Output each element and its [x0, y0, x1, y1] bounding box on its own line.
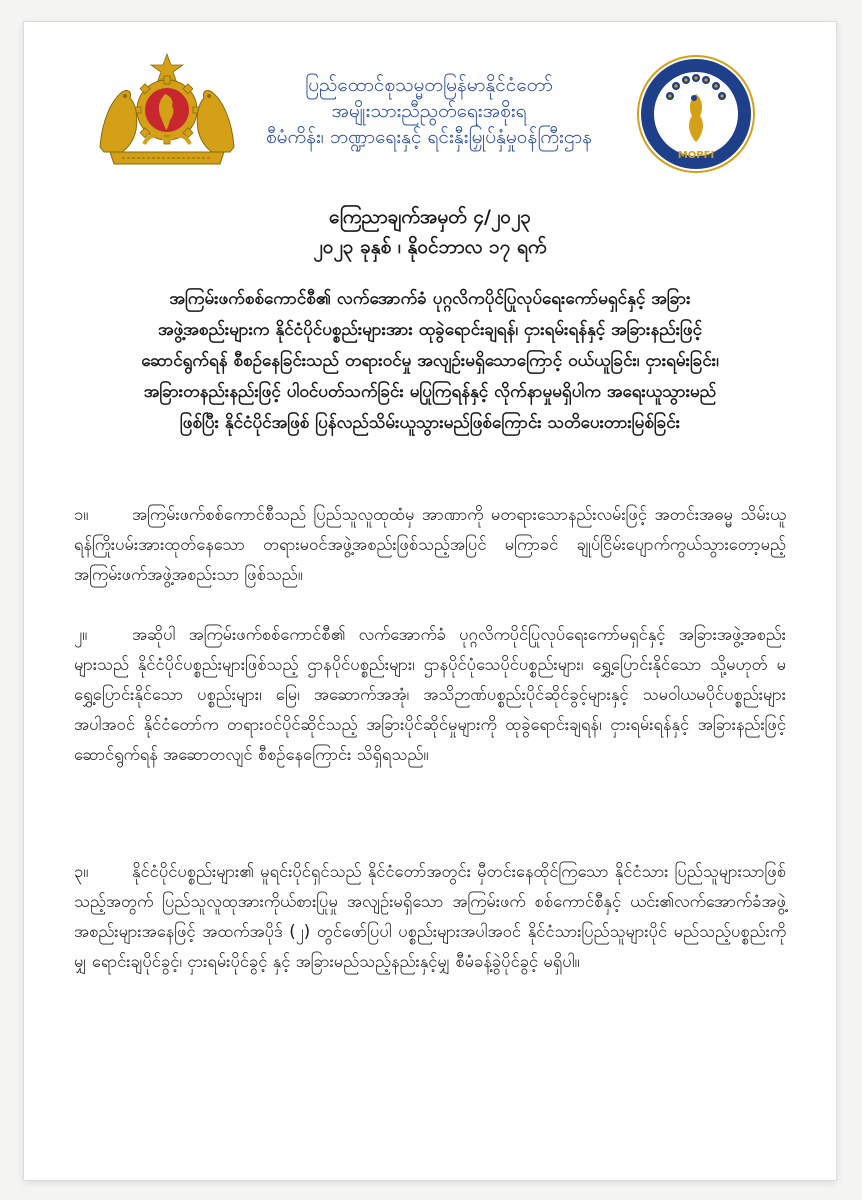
title-line-1: အကြမ်းဖက်စစ်ကောင်စီ၏ လက်အောက်ခံ ပုဂ္ဂလိကပိုင်ပြုလုပ်ရေးကော်မရှင်နှင့် အခြား — [169, 289, 691, 309]
ministry-line-3: စီမံကိန်း၊ ဘဏ္ဍာရေးနှင့် ရင်းနှီးမြှုပ်နှံမှုဝန်ကြီးဌာန — [265, 126, 593, 148]
ministry-heading — [234, 72, 624, 150]
paragraph-2-number: ၂။ — [74, 625, 88, 644]
notice-block — [24, 202, 836, 262]
paragraph-1-number: ၁။ — [74, 505, 89, 524]
letterhead — [24, 22, 836, 172]
paragraph-1-text: အကြမ်းဖက်စစ်ကောင်စီသည် ပြည်သူလူထုထံမှ အာဏာကို မတရားသောနည်းလမ်းဖြင့် အတင်းအဓမ္မ သိမ်းယူရန်ကြိုးပမ်းအားထုတ်နေသော တရားမဝင်အဖွဲ့အစည်းဖြစ်သည့်အပြင် မကြာခင် ချုပ်ငြိမ်းပျောက်ကွယ်သွားတော့မည့် အကြမ်းဖက်အဖွဲ့အစည်းသာ ဖြစ်သည်။ — [74, 505, 786, 584]
mopfi-peacock-logo-icon — [636, 54, 756, 174]
document-title — [64, 284, 796, 439]
ministry-line-1: ပြည်ထောင်စုသမ္မတမြန်မာနိုင်ငံတော် — [305, 74, 553, 96]
paragraph-2-text: အဆိုပါ အကြမ်းဖက်စစ်ကောင်စီ၏ လက်အောက်ခံ ပုဂ္ဂလိကပိုင်ပြုလုပ်ရေးကော်မရှင်နှင့် အခြားအဖွဲ့အစည်းများသည် နိုင်ငံပိုင်ပစ္စည်းများဖြစ်သည့် ဌာနပိုင်ပစ္စည်းများ၊ ဌာနပိုင်ပုံသေပိုင်ပစ္စည်းများ၊ ရွှေ့ပြောင်းနိုင်သော သို့မဟုတ် မရွှေ့ပြောင်းနိုင်သော ပစ္စည်းများ၊ မြေ၊ အဆောက်အအုံ၊ အသိဉာဏ်ပစ္စည်းပိုင်ဆိုင်ခွင့်များနှင့် သမဝါယမပိုင်ပစ္စည်းများအပါအဝင် နိုင်ငံတော်က တရားဝင်ပိုင်ဆိုင်သည့် အခြားပိုင်ဆိုင်မှုများကို ထုခွဲရောင်းချရန်၊ ငှားရမ်းရန်နှင့် အခြားနည်းဖြင့် ဆောင်ရွက်ရန် အဆောတလျင် စီစဥ်နေကြောင်း သိရှိရသည်။ — [74, 625, 786, 764]
notice-date: ၂၀၂၃ ခုနှစ် ၊ နိုဝင်ဘာလ ၁၇ ရက် — [313, 236, 547, 258]
paragraph-1 — [74, 500, 786, 590]
state-emblem-icon — [92, 52, 242, 167]
paragraph-3-number: ၃။ — [74, 862, 89, 881]
title-line-2: အဖွဲ့အစည်းများက နိုင်ငံပိုင်ပစ္စည်းများအား ထုခွဲရောင်းချရန်၊ ငှားရမ်းရန်နှင့် အခြားနည်းဖြင့် — [157, 320, 703, 340]
document-page — [24, 22, 836, 1180]
notice-number: ကြေညာချက်အမှတ် ၄/၂၀၂၃ — [328, 206, 531, 228]
title-line-5: ဖြစ်ပြီး နိုင်ငံပိုင်အဖြစ် ပြန်လည်သိမ်းယူသွားမည်ဖြစ်ကြောင်း သတိပေးတားမြစ်ခြင်း — [179, 413, 681, 433]
ministry-line-2: အမျိုးသားညီညွတ်ရေးအစိုးရ — [331, 100, 527, 122]
title-line-4: အခြားတနည်းနည်းဖြင့် ပါဝင်ပတ်သက်ခြင်း မပြုကြရန်နှင့် လိုက်နာမှုမရှိပါက အရေးယူသွားမည် — [143, 382, 717, 402]
paragraph-3-text: နိုင်ငံပိုင်ပစ္စည်းများ၏ မူရင်းပိုင်ရှင်သည် နိုင်ငံတော်အတွင်း မှီတင်းနေထိုင်ကြသော နိုင်ငံသား ပြည်သူများသာဖြစ်သည့်အတွက် ပြည်သူလူထုအားကိုယ်စားပြုမှု အလျဉ်းမရှိသော အကြမ်းဖက် စစ်ကောင်စီနှင့် ယင်း၏လက်အောက်ခံအဖွဲ့အစည်းများအနေဖြင့် အထက်အပိုဒ် (၂) တွင်ဖော်ပြပါ ပစ္စည်းများအပါအဝင် နိုင်ငံသားပြည်သူများပိုင် မည်သည့်ပစ္စည်းကိုမျှ ရောင်းချပိုင်ခွင့်၊ ငှားရမ်းပိုင်ခွင့် နှင့် အခြားမည်သည့်နည်းနှင့်မျှ စီမံခန့်ခွဲပိုင်ခွင့် မရှိပါ။ — [74, 862, 786, 971]
title-line-3: ဆောင်ရွက်ရန် စီစဥ်နေခြင်းသည် တရားဝင်မှု အလျဉ်းမရှိသောကြောင့် ဝယ်ယူခြင်း၊ ငှားရမ်းခြင်း၊ — [141, 351, 719, 371]
mopfi-logo-text: MOPFI — [677, 150, 715, 161]
paragraph-2 — [74, 620, 786, 770]
paragraph-3 — [74, 857, 786, 977]
